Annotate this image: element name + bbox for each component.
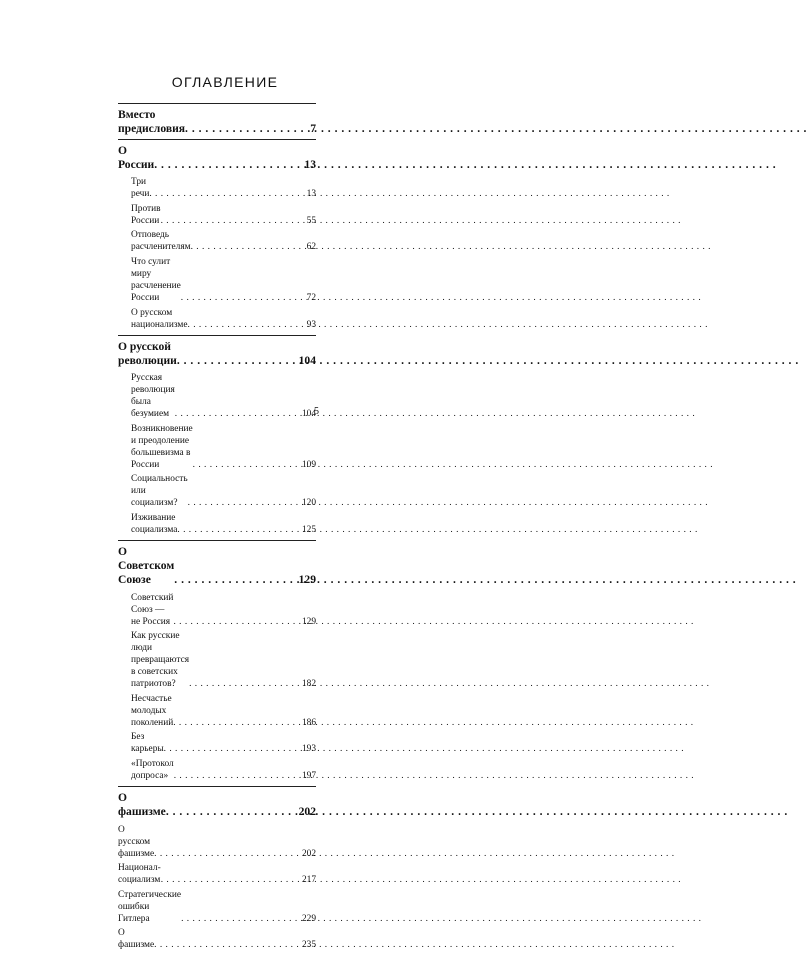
toc-sub-list xyxy=(118,822,316,955)
dot-leader xyxy=(181,913,302,925)
dot-leader xyxy=(149,188,306,200)
dot-leader xyxy=(177,354,299,368)
toc-entry-preface xyxy=(118,104,316,139)
dot-leader xyxy=(166,805,299,819)
toc-sub-entry xyxy=(131,757,316,784)
toc-section xyxy=(118,335,316,540)
toc-entry-label: Социальность или социализм? xyxy=(131,474,188,509)
toc-entry-page: 13 xyxy=(306,189,316,200)
toc-entry-page: 129 xyxy=(298,573,316,587)
toc-sub-entry xyxy=(131,175,316,202)
toc-sub-entry xyxy=(131,422,316,473)
dot-leader xyxy=(161,874,302,886)
toc-entry-label: Несчастье молодых поколений xyxy=(131,693,174,728)
toc-sub-entry xyxy=(118,861,316,888)
toc-entry-page: 202 xyxy=(298,805,316,819)
toc-sub-entry xyxy=(118,822,316,861)
toc-entry-label: О русской революции xyxy=(118,339,177,367)
toc-entry-label: Изживание социализма xyxy=(131,513,178,536)
dot-leader xyxy=(164,743,302,755)
toc-entry-label: О России xyxy=(118,144,155,171)
toc-entry-label: Отповедь расчленителям xyxy=(131,230,191,253)
toc-entry-page: 125 xyxy=(301,525,316,536)
dot-leader xyxy=(175,408,302,420)
toc-section xyxy=(118,540,316,786)
toc-section-heading xyxy=(118,336,316,371)
dot-leader xyxy=(161,215,307,227)
toc-entry-page: 129 xyxy=(301,616,316,627)
dot-leader xyxy=(189,678,302,690)
toc-entry-label: Против России xyxy=(131,203,161,226)
toc-entry-page: 217 xyxy=(301,875,316,886)
toc-entry-label: О русском фашизме xyxy=(118,824,155,859)
toc-entry-page: 202 xyxy=(301,848,316,859)
toc-entry-page: 109 xyxy=(301,459,316,470)
toc-entry-label: Возникновение и преодоление большевизма в России xyxy=(131,423,193,470)
toc-entry-page: 120 xyxy=(301,498,316,509)
toc-sub-entry xyxy=(131,202,316,229)
toc-entry-label: Как русские люди превращаются в советских патриотов? xyxy=(131,631,190,690)
toc-entry-label: Вместо предисловия xyxy=(118,108,186,135)
toc-section xyxy=(118,139,316,335)
dot-leader xyxy=(154,939,302,951)
toc-entry-page: 104 xyxy=(298,353,316,367)
toc-sub-entry xyxy=(131,730,316,757)
toc-entry-label: Советский Союз — не Россия xyxy=(131,592,174,627)
toc-sub-entry xyxy=(131,511,316,538)
toc-entry-label: Что сулит миру расчленение России xyxy=(131,257,181,304)
toc-entry-page: 235 xyxy=(301,940,316,951)
toc-entry-page: 193 xyxy=(301,744,316,755)
table-of-contents xyxy=(118,103,316,956)
dot-leader xyxy=(173,717,302,729)
dot-leader xyxy=(193,459,302,471)
toc-sub-list xyxy=(118,590,316,786)
toc-entry-label: Три речи xyxy=(131,177,150,200)
dot-leader xyxy=(191,241,307,253)
toc-sub-entry xyxy=(131,305,316,332)
toc-entry-page: 104 xyxy=(301,409,316,420)
toc-entry-label: О фашизме xyxy=(118,928,155,951)
dot-leader xyxy=(173,616,302,628)
dot-leader xyxy=(174,573,298,587)
toc-entry-page: 197 xyxy=(301,771,316,782)
toc-section-heading xyxy=(118,140,316,175)
toc-sub-entry xyxy=(118,926,316,953)
toc-section-heading xyxy=(118,541,316,590)
toc-sub-entry xyxy=(131,371,316,422)
toc-entry-page: 62 xyxy=(306,242,316,253)
toc-entry-label: О Советском Союзе xyxy=(118,545,175,587)
toc-entry-label: Русская революция была безумием xyxy=(131,373,175,420)
toc-entry-label: Национал-социализм xyxy=(118,863,161,886)
toc-entry-page: 182 xyxy=(301,679,316,690)
toc-entry-page: 186 xyxy=(301,717,316,728)
toc-entry-label: «Протокол допроса» xyxy=(131,759,174,782)
dot-leader xyxy=(188,319,307,331)
dot-leader xyxy=(177,524,302,536)
toc-entry-page: 229 xyxy=(301,913,316,924)
toc-entry-page: 7 xyxy=(310,122,316,135)
toc-sub-entry xyxy=(131,629,316,692)
toc-entry-label: Стратегические ошибки Гитлера xyxy=(118,889,182,924)
dot-leader xyxy=(154,158,304,172)
dot-leader xyxy=(174,770,302,782)
toc-entry-page: 55 xyxy=(306,215,316,226)
page-number: 5 xyxy=(314,406,319,417)
toc-entry-page: 72 xyxy=(306,293,316,304)
toc-entry-page: 93 xyxy=(306,319,316,330)
dot-leader xyxy=(181,292,307,304)
dot-leader xyxy=(154,848,302,860)
toc-sub-entry xyxy=(131,472,316,511)
dot-leader xyxy=(188,497,302,509)
toc-sub-list xyxy=(118,175,316,335)
page-title: ОГЛАВЛЕНИЕ xyxy=(171,74,279,90)
toc-entry-label: О русском национализме xyxy=(131,307,188,330)
toc-sub-entry xyxy=(131,692,316,731)
toc-entry-label: Без карьеры xyxy=(131,732,164,755)
toc-section xyxy=(118,786,316,955)
dot-leader xyxy=(185,122,310,136)
toc-entry-label: О фашизме xyxy=(118,791,166,819)
toc-entry-page: 13 xyxy=(304,158,316,171)
toc-sub-entry xyxy=(131,255,316,306)
toc-sub-entry xyxy=(118,888,316,927)
toc-sub-list xyxy=(118,371,316,540)
toc-sub-entry xyxy=(131,590,316,629)
toc-section-heading xyxy=(118,787,316,822)
toc-sub-entry xyxy=(131,228,316,255)
